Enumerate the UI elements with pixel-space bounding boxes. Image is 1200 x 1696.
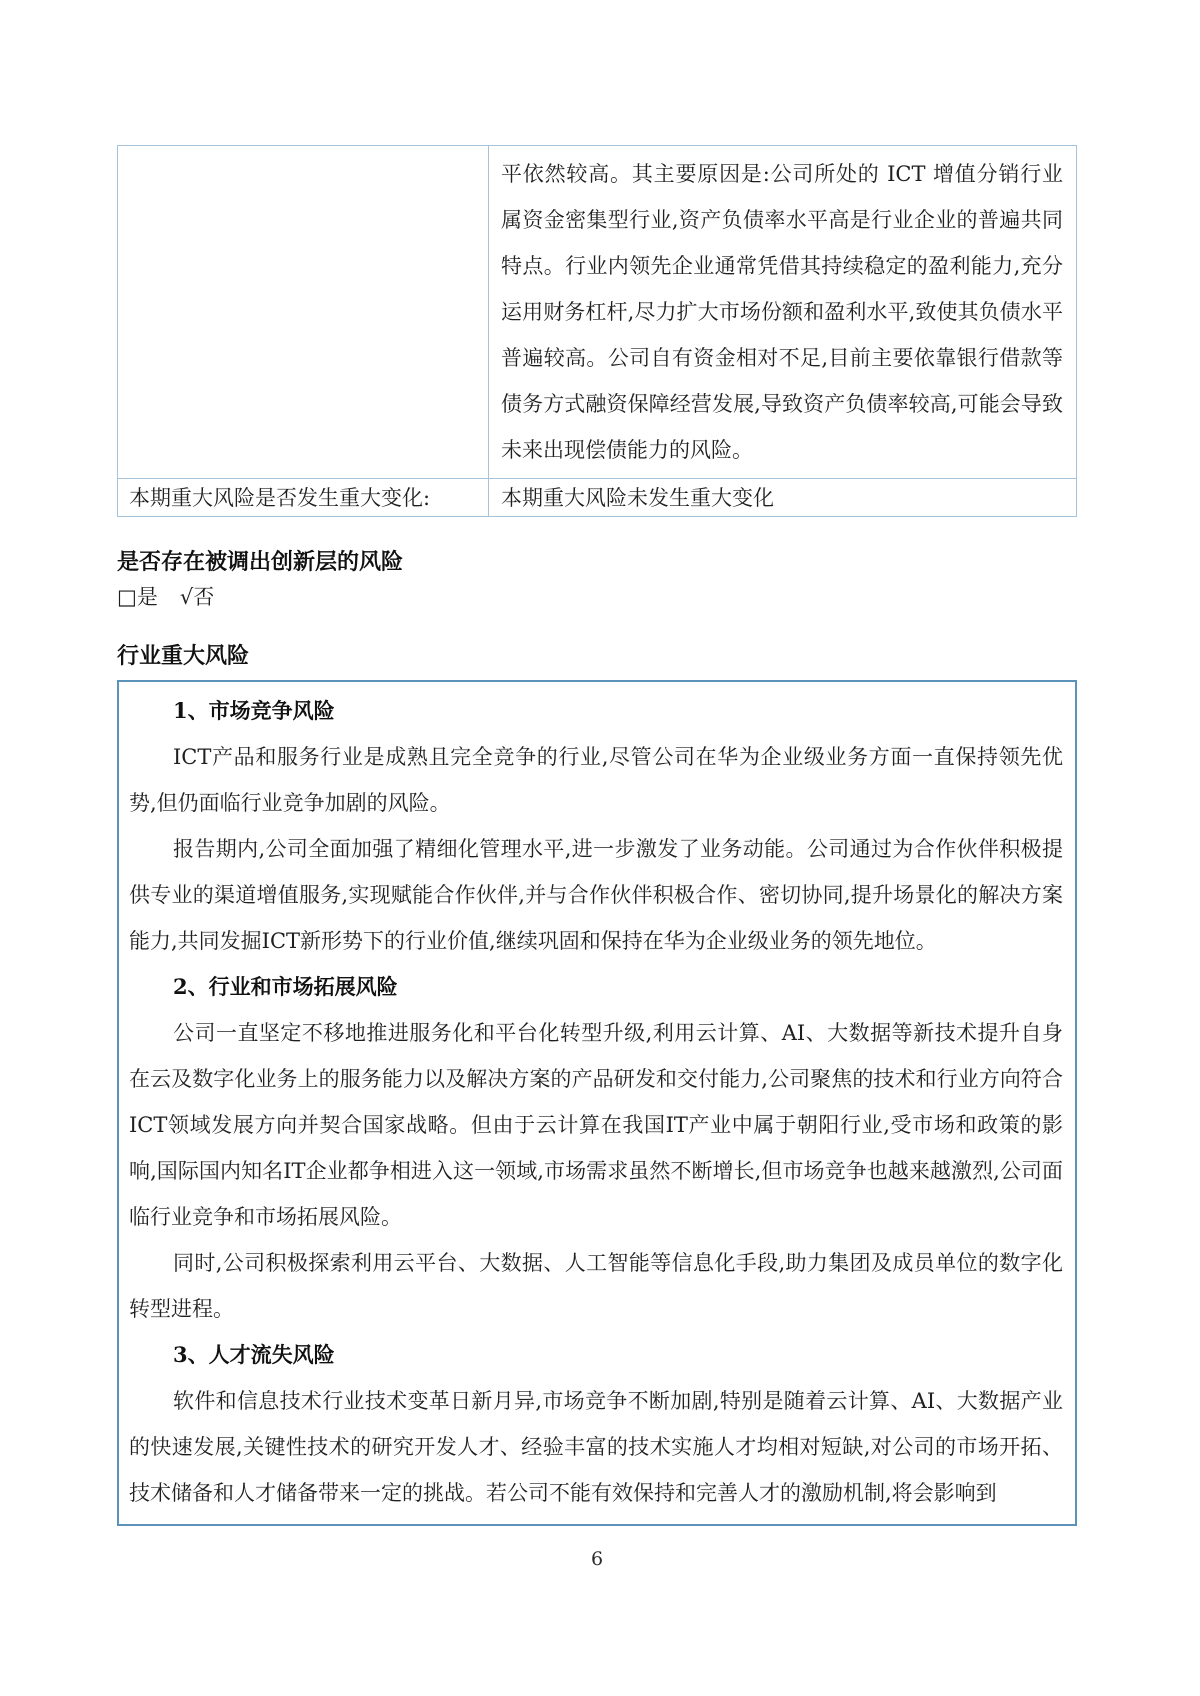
risk-paragraph: ICT产品和服务行业是成熟且完全竞争的行业,尽管公司在华为企业级业务方面一直保持领先优势,但仍面临行业竞争加剧的风险。 <box>129 745 1063 815</box>
risk-paragraph: 同时,公司积极探索利用云平台、大数据、人工智能等信息化手段,助力集团及成员单位的数字化转型进程。 <box>129 1251 1063 1321</box>
risk-section-title-talent-loss: 3、人才流失风险 <box>173 1342 335 1367</box>
checkbox-option-no: √否 <box>179 585 215 609</box>
risk-change-label: 本期重大风险是否发生重大变化: <box>118 479 489 517</box>
industry-risk-heading: 行业重大风险 <box>117 643 250 669</box>
risk-section-title-market-expansion: 2、行业和市场拓展风险 <box>173 974 398 999</box>
risk-section-title-market-competition: 1、市场竞争风险 <box>173 698 335 723</box>
innovation-layer-risk-heading: 是否存在被调出创新层的风险 <box>117 549 404 575</box>
risk-paragraph: 报告期内,公司全面加强了精细化管理水平,进一步激发了业务动能。公司通过为合作伙伴积极提供专业的渠道增值服务,实现赋能合作伙伴,并与合作伙伴积极合作、密切协同,提升场景化的解决方案能力,共同发掘ICT新形势下的行业价值,继续巩固和保持在华为企业级业务的领先地位。 <box>129 837 1063 953</box>
risk-change-value: 本期重大风险未发生重大变化 <box>489 479 1077 517</box>
risk-continuation-empty-cell <box>118 146 489 479</box>
risk-continuation-text: 平依然较高。其主要原因是:公司所处的 ICT 增值分销行业属资金密集型行业,资产负债率水平高是行业企业的普遍共同特点。行业内领先企业通常凭借其持续稳定的盈利能力,充分运用财务杠杆,尽力扩大市场份额和盈利水平,致使其负债水平普遍较高。公司自有资金相对不足,目前主要依靠银行借款等债务方式融资保障经营发展,导致资产负债率较高,可能会导致未来出现偿债能力的风险。 <box>489 146 1077 479</box>
risk-paragraph: 公司一直坚定不移地推进服务化和平台化转型升级,利用云计算、AI、大数据等新技术提升自身在云及数字化业务上的服务能力以及解决方案的产品研发和交付能力,公司聚焦的技术和行业方向符合ICT领域发展方向并契合国家战略。但由于云计算在我国IT产业中属于朝阳行业,受市场和政策的影响,国际国内知名IT企业都争相进入这一领域,市场需求虽然不断增长,但市场竞争也越来越激烈,公司面临行业竞争和市场拓展风险。 <box>129 1021 1063 1229</box>
industry-risk-box <box>117 680 1077 1526</box>
table-row <box>118 146 1077 479</box>
checkbox-option-yes: □是 <box>117 585 158 609</box>
page-number: 6 <box>590 1548 604 1570</box>
major-risk-table <box>117 145 1077 517</box>
table-row <box>118 479 1077 517</box>
innovation-risk-options <box>117 583 1077 611</box>
risk-paragraph: 软件和信息技术行业技术变革日新月异,市场竞争不断加剧,特别是随着云计算、AI、大数据产业的快速发展,关键性技术的研究开发人才、经验丰富的技术实施人才均相对短缺,对公司的市场开拓、技术储备和人才储备带来一定的挑战。若公司不能有效保持和完善人才的激励机制,将会影响到 <box>129 1389 1063 1505</box>
